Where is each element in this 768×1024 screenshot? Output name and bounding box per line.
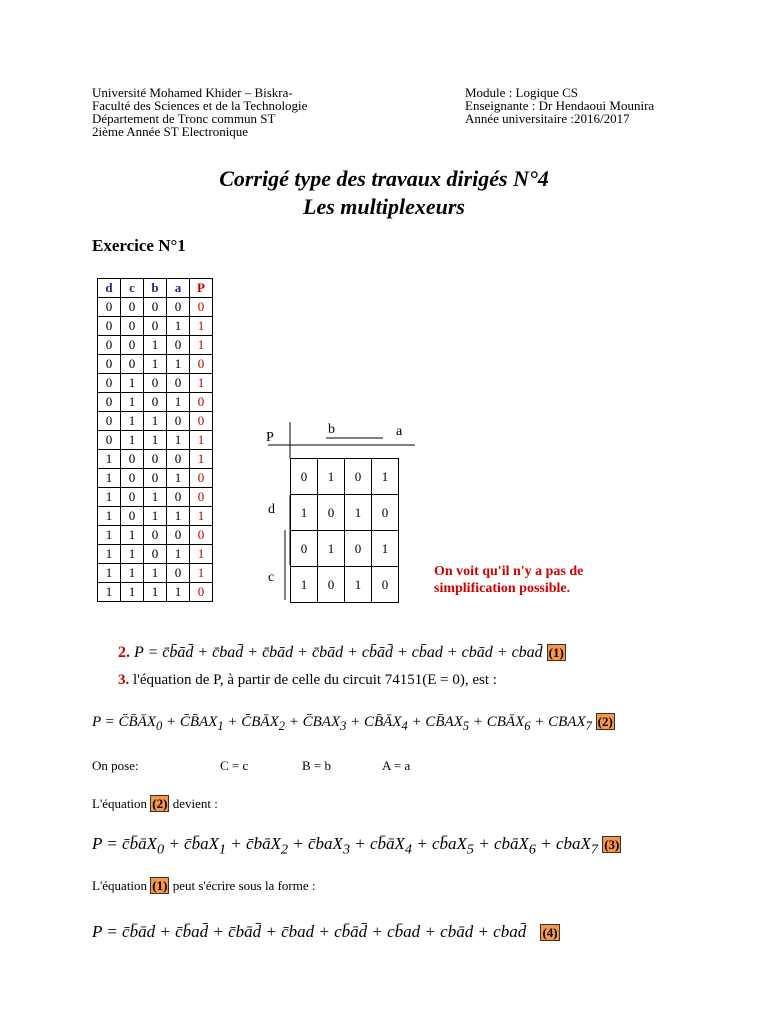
cell-input: 0: [98, 355, 121, 374]
cell-input: 1: [121, 374, 144, 393]
equation-tag: (2): [597, 714, 613, 729]
header-left-line: 2ième Année ST Electronique: [92, 124, 249, 139]
cell-p: 1: [190, 545, 213, 564]
col-c: c: [121, 279, 144, 298]
kmap-cell: 0: [291, 531, 318, 567]
cell-p: 0: [190, 469, 213, 488]
on-pose-label: On pose:: [92, 758, 139, 773]
eq2-prefix: L'équation: [92, 796, 148, 811]
cell-input: 0: [144, 298, 167, 317]
cell-input: 1: [167, 583, 190, 602]
item-number: 2.: [118, 644, 130, 661]
cell-input: 0: [167, 336, 190, 355]
cell-input: 1: [167, 469, 190, 488]
cell-input: 1: [167, 507, 190, 526]
item-number: 3.: [118, 672, 130, 688]
cell-input: 1: [144, 355, 167, 374]
cell-input: 0: [167, 526, 190, 545]
equation-tag: (1): [152, 878, 168, 893]
cell-input: 0: [167, 298, 190, 317]
cell-input: 1: [167, 431, 190, 450]
kmap-label-c: c: [268, 570, 275, 585]
kmap-label-a: a: [396, 424, 403, 439]
kmap-row: [291, 567, 399, 603]
kmap-cell: 1: [345, 567, 372, 603]
cell-input: 1: [144, 431, 167, 450]
equation-tag: (2): [152, 796, 168, 811]
cell-input: 1: [167, 545, 190, 564]
cell-p: 1: [190, 507, 213, 526]
header-left-line: Université Mohamed Khider – Biskra-: [92, 85, 293, 100]
kmap-label-b: b: [328, 422, 335, 437]
cell-input: 0: [144, 469, 167, 488]
cell-input: 1: [167, 393, 190, 412]
cell-input: 1: [121, 526, 144, 545]
header-right-line: Année universitaire :2016/2017: [465, 111, 630, 126]
cell-p: 1: [190, 450, 213, 469]
cell-input: 1: [144, 488, 167, 507]
cell-input: 1: [121, 583, 144, 602]
cell-input: 0: [144, 450, 167, 469]
kmap-cell: 0: [345, 531, 372, 567]
cell-input: 1: [121, 393, 144, 412]
cell-input: 1: [167, 355, 190, 374]
equation-4: P = c̄b̄ād + c̄b̄ad̄ + c̄bād̄ + c̄bad + cb̄ād̄ + cb̄ad + cbād + cbad̄ (4): [92, 922, 558, 941]
cell-input: 0: [121, 450, 144, 469]
cell-input: 0: [144, 317, 167, 336]
cell-input: 0: [121, 298, 144, 317]
cell-input: 0: [144, 526, 167, 545]
kmap-row: [291, 531, 399, 567]
cell-p: 0: [190, 583, 213, 602]
cell-p: 1: [190, 317, 213, 336]
header-left-line: Département de Tronc commun ST: [92, 111, 276, 126]
cell-input: 1: [98, 545, 121, 564]
kmap-cell: 0: [345, 459, 372, 495]
cell-input: 0: [144, 545, 167, 564]
cell-p: 0: [190, 412, 213, 431]
cell-p: 1: [190, 564, 213, 583]
cell-input: 1: [144, 412, 167, 431]
kmap-row: [291, 495, 399, 531]
header-right-line: Enseignante : Dr Hendaoui Mounira: [465, 98, 655, 113]
kmap-cell: 1: [291, 567, 318, 603]
cell-input: 0: [167, 374, 190, 393]
cell-input: 1: [98, 526, 121, 545]
cell-input: 1: [144, 564, 167, 583]
eq1-prefix: L'équation: [92, 878, 148, 893]
cell-input: 1: [167, 317, 190, 336]
cell-input: 0: [121, 355, 144, 374]
karnaugh-map: [290, 458, 399, 603]
kmap-label-d: d: [268, 502, 275, 517]
cell-input: 1: [121, 564, 144, 583]
cell-input: 0: [167, 564, 190, 583]
pose-a: A = a: [382, 758, 411, 773]
cell-input: 1: [121, 412, 144, 431]
doc-subtitle: Les multiplexeurs: [303, 194, 465, 219]
cell-input: 1: [98, 583, 121, 602]
cell-input: 0: [121, 317, 144, 336]
col-a: a: [167, 279, 190, 298]
kmap-cell: 0: [318, 567, 345, 603]
kmap-cell: 0: [291, 459, 318, 495]
cell-input: 1: [144, 507, 167, 526]
pose-b: B = b: [302, 758, 332, 773]
cell-input: 1: [144, 583, 167, 602]
cell-input: 0: [121, 507, 144, 526]
cell-input: 0: [98, 298, 121, 317]
kmap-cell: 1: [318, 459, 345, 495]
cell-input: 0: [144, 374, 167, 393]
header-left-line: Faculté des Sciences et de la Technologie: [92, 98, 308, 113]
equation-3: $P = c̄b̄āX_0$ + $c̄b̄aX_1$ + c̄bāX$_2$ + c̄baX$_3$ + $cb̄āX_4$ + $cb̄aX_5$ + cbāX$_6$ + cbaX$_7$ (3): [92, 834, 620, 858]
on-pose-line: [92, 758, 411, 774]
cell-p: 0: [190, 298, 213, 317]
pose-c: C = c: [220, 758, 249, 773]
cell-input: 0: [98, 431, 121, 450]
cell-p: 0: [190, 526, 213, 545]
cell-input: 0: [98, 393, 121, 412]
kmap-row: [291, 459, 399, 495]
cell-input: 0: [121, 336, 144, 355]
cell-input: 0: [167, 450, 190, 469]
kmap-cell: 1: [345, 495, 372, 531]
eq2-becomes: [92, 796, 218, 812]
equation-tag: (1): [548, 645, 564, 660]
kmap-label-p: P: [266, 430, 274, 445]
cell-input: 1: [98, 450, 121, 469]
cell-input: 1: [144, 336, 167, 355]
cell-p: 1: [190, 336, 213, 355]
cell-input: 0: [144, 393, 167, 412]
cell-input: 0: [167, 488, 190, 507]
col-p: P: [190, 279, 213, 298]
item-3-text: l'équation de P, à partir de celle du circuit 74151(E = 0), est :: [133, 672, 497, 688]
cell-input: 1: [98, 488, 121, 507]
cell-p: 0: [190, 355, 213, 374]
col-b: b: [144, 279, 167, 298]
cell-p: 0: [190, 393, 213, 412]
equation-tag: (3): [604, 837, 620, 852]
equation-item-2: 2. P = c̄b̄ād̄ + c̄bad̄ + c̄bād + c̄bād + cb̄ād̄ + cb̄ad + cbād + cbad̄ (1): [118, 644, 564, 661]
cell-input: 1: [121, 431, 144, 450]
cell-p: 1: [190, 374, 213, 393]
cell-input: 0: [98, 412, 121, 431]
exercise-heading: Exercice N°1: [92, 236, 186, 255]
cell-input: 0: [98, 317, 121, 336]
simplification-note: On voit qu'il n'y a pas de simplification possible.: [434, 564, 584, 596]
equation-74151: $P = C̄B̄ĀX_0$ + $C̄B̄AX_1$ + $C̄BĀX_2$ + $C̄BAX_3$ + $CB̄ĀX_4$ + $CB̄AX_5$ + $CBĀX_6$ + $CBAX_7$ (2): [92, 714, 613, 733]
cell-input: 0: [167, 412, 190, 431]
cell-input: 0: [98, 374, 121, 393]
doc-title: Corrigé type des travaux dirigés N°4: [219, 166, 549, 191]
kmap-cell: 1: [372, 459, 399, 495]
kmap-cell: 0: [318, 495, 345, 531]
kmap-cell: 1: [372, 531, 399, 567]
cell-input: 0: [98, 336, 121, 355]
eq2-suffix: devient :: [172, 796, 218, 811]
kmap-cell: 1: [291, 495, 318, 531]
eq1-suffix: peut s'écrire sous la forme :: [172, 878, 316, 893]
cell-input: 1: [98, 507, 121, 526]
eq1-form: [92, 878, 315, 894]
kmap-cell: 0: [372, 495, 399, 531]
cell-input: 1: [121, 545, 144, 564]
item-3: [118, 672, 497, 689]
cell-p: 1: [190, 431, 213, 450]
kmap-cell: 1: [318, 531, 345, 567]
cell-input: 0: [121, 488, 144, 507]
equation-tag: (4): [542, 925, 558, 940]
cell-input: 1: [98, 469, 121, 488]
cell-input: 1: [98, 564, 121, 583]
cell-p: 0: [190, 488, 213, 507]
header-right-line: Module : Logique CS: [465, 85, 579, 100]
cell-input: 0: [121, 469, 144, 488]
kmap-cell: 0: [372, 567, 399, 603]
col-d: d: [98, 279, 121, 298]
